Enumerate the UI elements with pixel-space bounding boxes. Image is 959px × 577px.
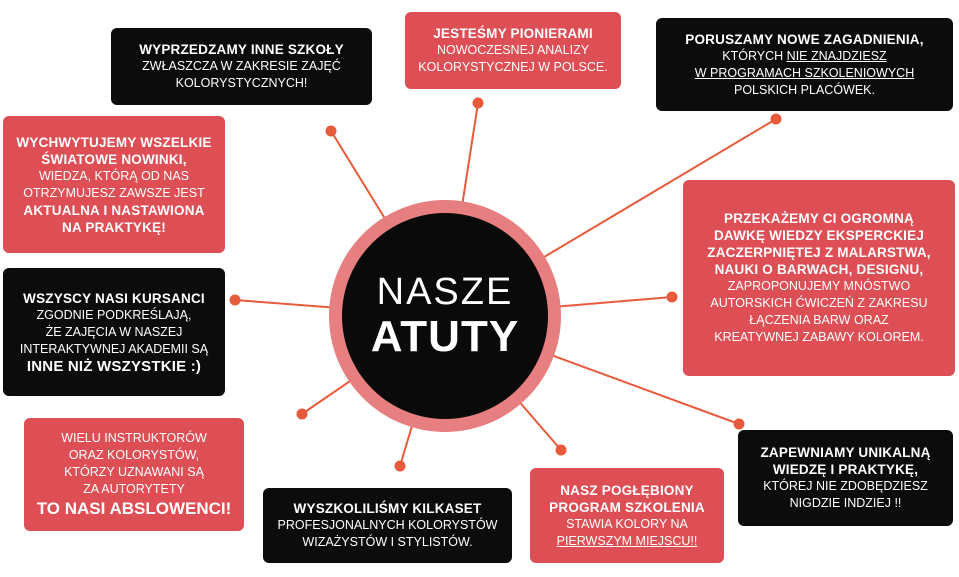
box-text: POLSKICH PLACÓWEK. [733,82,875,97]
connector-dot [474,99,483,108]
box-text: ŻE ZAJĘCIA W NASZEJ [45,324,183,339]
center-title-line1: NASZE [376,271,514,313]
box-heading: WYPRZEDZAMY INNE SZKOŁY [139,42,344,57]
box-text [664,48,945,65]
advantage-box-trained [263,488,512,563]
advantage-box-program [530,468,724,563]
box-text: AUTORSKICH ĆWICZEŃ Z ZAKRESU [710,296,928,310]
center-circle [342,213,548,419]
box-text: ZAPROPONUJEMY MNÓSTWO [727,279,911,293]
box-text: INTERAKTYWNEJ AKADEMII SĄ [19,341,209,356]
box-text: KOLORYSTYCZNYCH! [175,76,308,90]
advantage-box-unique [738,430,953,526]
advantage-box-world-news [3,116,225,253]
box-text: ZGODNIE PODKREŚLAJĄ, [36,307,192,322]
advantage-box-students [3,268,225,396]
box-text: NOWOCZESNEJ ANALIZY [436,43,590,57]
box-heading: WYSZKOLILIŚMY KILKASET [293,501,482,516]
connector-dot [396,462,405,471]
box-text: WIEDZA, KTÓRĄ OD NAS [38,168,189,183]
box-text: NIGDZIE INDZIEJ !! [789,496,902,510]
box-heading: DAWKĘ WIEDZY EKSPERCKIEJ [713,228,925,243]
connector-dot [327,127,336,136]
connector-dot [231,296,240,305]
box-heading: ZACZERPNIĘTEJ Z MALARSTWA, [707,245,931,260]
box-heading: ŚWIATOWE NOWINKI, [41,151,187,167]
box-text-underlined: NIE ZNAJDZIESZ [786,48,887,63]
box-text: ZWŁASZCZA W ZAKRESIE ZAJĘĆ [142,59,341,73]
box-heading: PORUSZAMY NOWE ZAGADNIENIA, [685,31,924,47]
connector-dot [298,410,307,419]
box-emphasis: AKTUALNA I NASTAWIONA [23,202,205,218]
box-emphasis: TO NASI ABSLOWENCI! [36,499,232,518]
connector-dot [772,115,781,124]
center-title-line2: ATUTY [370,312,520,361]
box-text: KREATYWNEJ ZABAWY KOLOREM. [714,330,924,344]
box-text-part: KTÓRYCH [722,48,787,63]
box-text: KTÓREJ NIE ZDOBĘDZIESZ [763,479,928,493]
box-text: ORAZ KOLORYSTÓW, [68,448,200,462]
box-text-underlined: PIERWSZYM MIEJSCU!! [556,533,698,548]
box-emphasis: NA PRAKTYKĘ! [62,219,166,235]
box-text: OTRZYMUJESZ ZAWSZE JEST [23,185,205,200]
box-heading: NAUKI O BARWACH, DESIGNU, [714,262,924,277]
box-heading: WSZYSCY NASI KURSANCI [23,290,205,306]
box-heading: WIEDZĘ I PRAKTYKĘ, [772,462,919,477]
box-heading: PRZEKAŻEMY CI OGROMNĄ [724,211,914,226]
advantage-box-new-topics [656,18,953,111]
box-heading: PROGRAM SZKOLENIA [549,499,705,515]
box-emphasis: INNE NIŻ WSZYSTKIE :) [26,357,202,375]
connector-dot [668,293,677,302]
box-text: WIZAŻYSTÓW I STYLISTÓW. [302,535,473,549]
box-heading: ZAPEWNIAMY UNIKALNĄ [760,445,931,460]
advantage-box-expert-knowledge [683,180,955,376]
box-text: PROFESJONALNYCH KOLORYSTÓW [277,518,498,532]
box-heading: NASZ POGŁĘBIONY [560,482,694,498]
box-heading: WYCHWYTUJEMY WSZELKIE [16,134,212,150]
advantage-box-outperform [111,28,372,105]
box-text: WIELU INSTRUKTORÓW [61,431,207,445]
box-text: STAWIA KOLORY NA [566,516,688,531]
box-heading: JESTEŚMY PIONIERAMI [433,26,593,41]
connector-dot [557,446,566,455]
connector-dot [735,420,744,429]
box-text: KOLORYSTYCZNEJ W POLSCE. [418,60,608,74]
box-text-underlined: W PROGRAMACH SZKOLENIOWYCH [694,65,915,80]
advantage-box-pioneers [405,12,621,89]
advantage-box-alumni [24,418,244,531]
box-text: ŁĄCZENIA BARW ORAZ [749,313,889,327]
box-text: KTÓRZY UZNAWANI SĄ [64,465,204,479]
box-text: ZA AUTORYTETY [83,482,185,496]
